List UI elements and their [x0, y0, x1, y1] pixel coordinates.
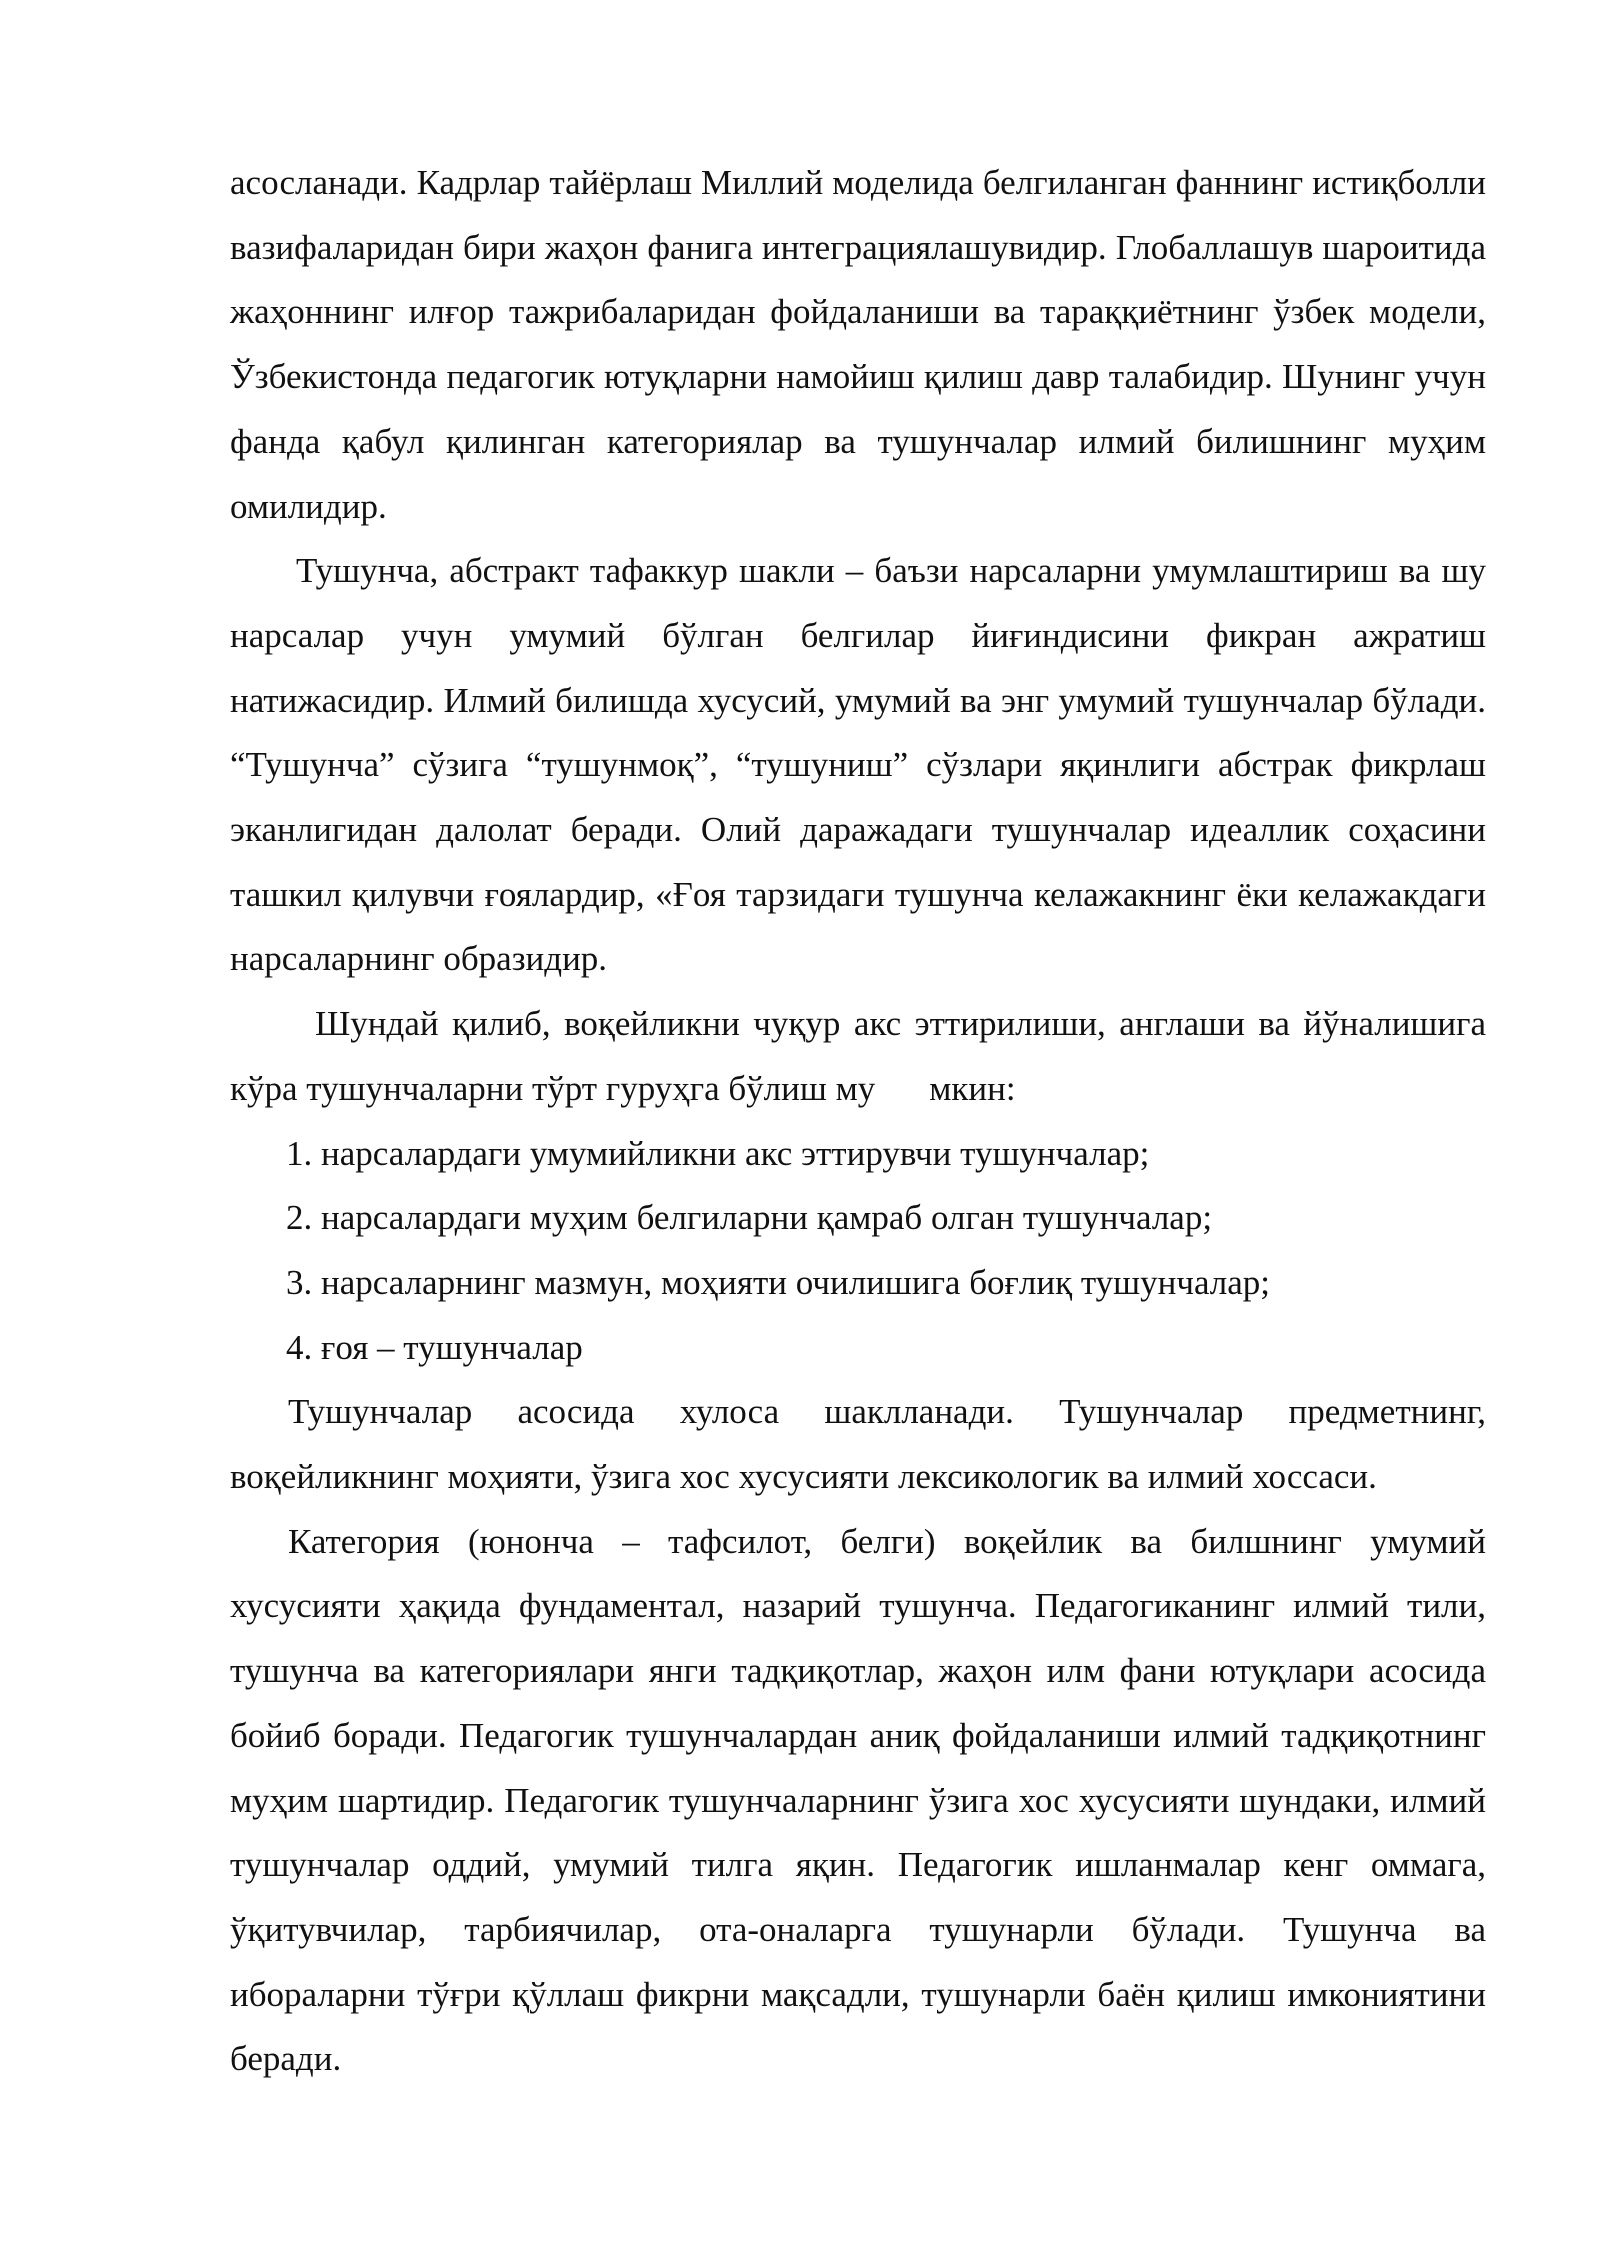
document-body — [230, 151, 1486, 2092]
paragraph-concept-groups-text: Шундай қилиб, воқейликни чуқур акс эттирилиши, англаши ва йўналишига кўра тушунчаларни тўрт гуруҳга бўлиш му — [230, 1004, 1486, 1108]
paragraph-concept-groups — [230, 992, 1486, 1121]
paragraph-intro: асосланади. Кадрлар тайёрлаш Миллий моделида белгиланган фаннинг истиқболли вазифаларидан бири жаҳон фанига интеграциялашувидир. Глобаллашув шароитида жаҳоннинг илғор тажрибаларидан фойдаланиши ва тараққиётнинг ўзбек модели, Ўзбекистонда педагогик ютуқларни намойиш қилиш давр талабидир. Шунинг учун фанда қабул қилинган категориялар ва тушунчалар илмий билишнинг муҳим омилидир. — [230, 163, 1486, 526]
list-item: 1. нарсалардаги умумийликни акс эттирувчи тушунчалар; — [286, 1133, 1150, 1173]
paragraph-concept-groups-end: мкин: — [929, 1068, 1016, 1108]
list-item: 3. нарсаларнинг мазмун, моҳияти очилишига боғлиқ тушунчалар; — [286, 1262, 1271, 1302]
list-item: 4. ғоя – тушунчалар — [286, 1327, 583, 1367]
paragraph-conclusion: Тушунчалар асосида хулоса шаклланади. Тушунчалар предметнинг, воқейликнинг моҳияти, ўзига хос хусусияти лексикологик ва илмий хоссаси. — [230, 1392, 1486, 1497]
list-item: 2. нарсалардаги муҳим белгиларни қамраб олган тушунчалар; — [286, 1198, 1213, 1238]
paragraph-concept-definition: Тушунча, абстракт тафаккур шакли – баъзи нарсаларни умумлаштириш ва шу нарсалар учун умумий бўлган белгилар йиғиндисини фикран ажратиш натижасидир. Илмий билишда хусусий, умумий ва энг умумий тушунчалар бўлади. “Тушунча” сўзига “тушунмоқ”, “тушуниш” сўзлари яқинлиги абстрак фикрлаш эканлигидан далолат беради. Олий даражадаги тушунчалар идеаллик соҳасини ташкил қилувчи ғоялардир, «Ғоя тарзидаги тушунча келажакнинг ёки келажакдаги нарсаларнинг образидир. — [230, 551, 1486, 979]
paragraph-category: Категория (юнонча – тафсилот, белги) воқейлик ва билшнинг умумий хусусияти ҳақида фундаментал, назарий тушунча. Педагогиканинг илмий тили, тушунча ва категориялари янги тадқиқотлар, жаҳон илм фани ютуқлари асосида бойиб боради. Педагогик тушунчалардан аниқ фойдаланиши илмий тадқиқотнинг муҳим шартидир. Педагогик тушунчаларнинг ўзига хос хусусияти шундаки, илмий тушунчалар оддий, умумий тилга яқин. Педагогик ишланмалар кенг оммага, ўқитувчилар, тарбиячилар, ота-оналарга тушунарли бўлади. Тушунча ва ибораларни тўғри қўллаш фикрни мақсадли, тушунарли баён қилиш имкониятини беради. — [230, 1521, 1486, 2079]
